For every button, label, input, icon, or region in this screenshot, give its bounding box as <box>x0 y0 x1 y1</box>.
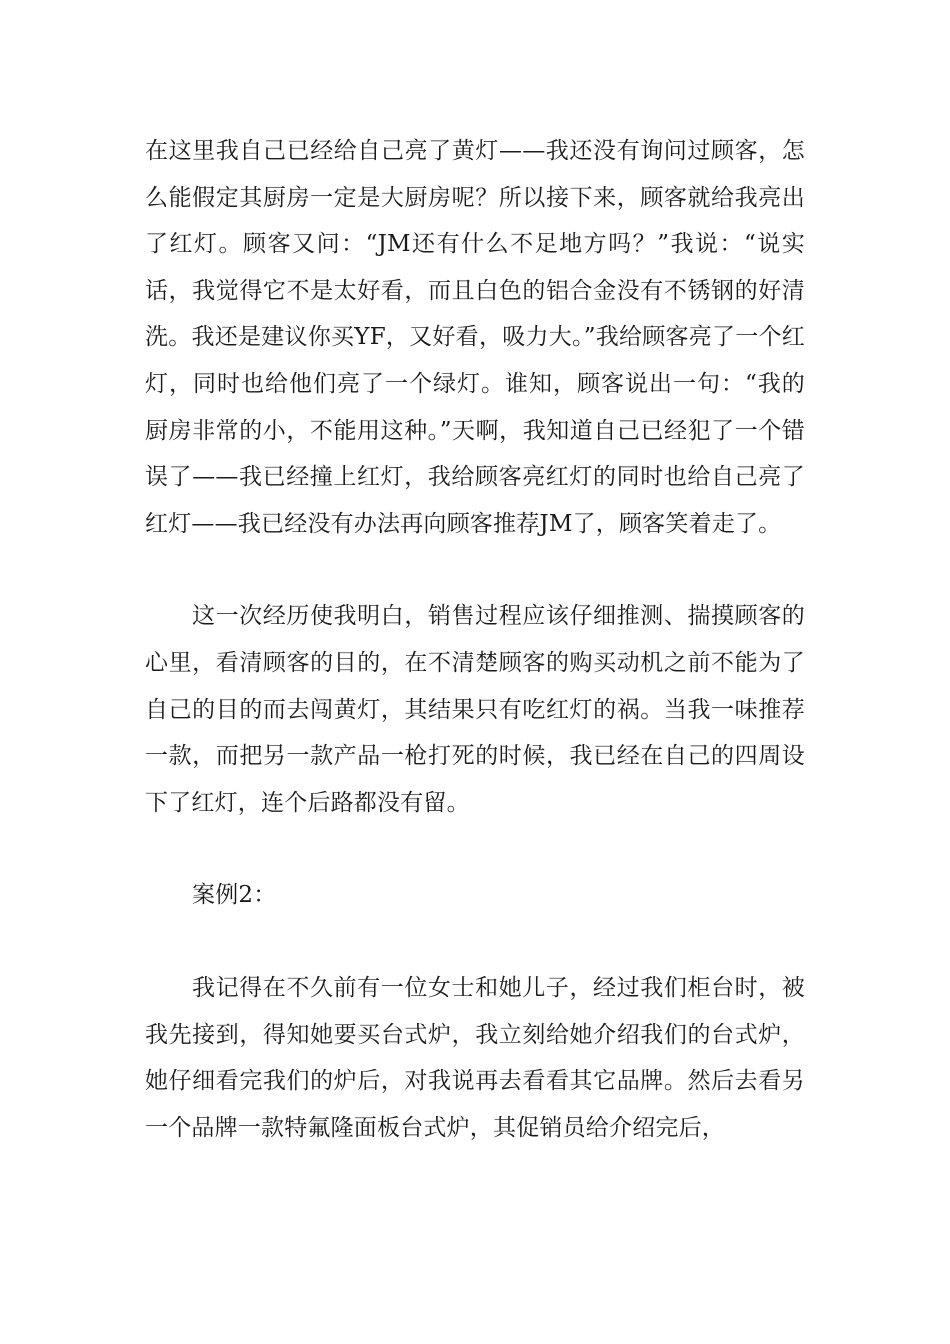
document-body <box>145 128 805 1197</box>
case-heading: 案例2： <box>192 882 277 909</box>
paragraph-lesson-learned: 这一次经历使我明白，销售过程应该仔细推测、揣摸顾客的心里，看清顾客的目的，在不清楚顾客的购买动机之前不能为了自己的目的而去闯黄灯，其结果只有吃红灯的祸。当我一味推荐一款，而把另一款产品一枪打死的时候，我已经在自己的四周设下了红灯，连个后路都没有留。 <box>145 603 805 816</box>
paragraph-yellow-light-story: 在这里我自己已经给自己亮了黄灯——我还没有询问过顾客，怎么能假定其厨房一定是大厨房呢？所以接下来，顾客就给我亮出了红灯。顾客又问：“JM还有什么不足地方吗？”我说：“说实话，我觉得它不是太好看，而且白色的铝合金没有不锈钢的好清洗。我还是建议你买YF，又好看，吸力大。”我给顾客亮了一个红灯，同时也给他们亮了一个绿灯。谁知，顾客说出一句：“我的厨房非常的小，不能用这种。”天啊，我知道自己已经犯了一个错误了——我已经撞上红灯，我给顾客亮红灯的同时也给自己亮了红灯——我已经没有办法再向顾客推荐JM了，顾客笑着走了。 <box>145 138 805 537</box>
paragraph-case-2: 我记得在不久前有一位女士和她儿子，经过我们柜台时，被我先接到，得知她要买台式炉，我立刻给她介绍我们的台式炉，她仔细看完我们的炉后，对我说再去看看其它品牌。然后去看另一个品牌一款特氟隆面板台式炉，其促销员给介绍完后， <box>145 974 805 1141</box>
